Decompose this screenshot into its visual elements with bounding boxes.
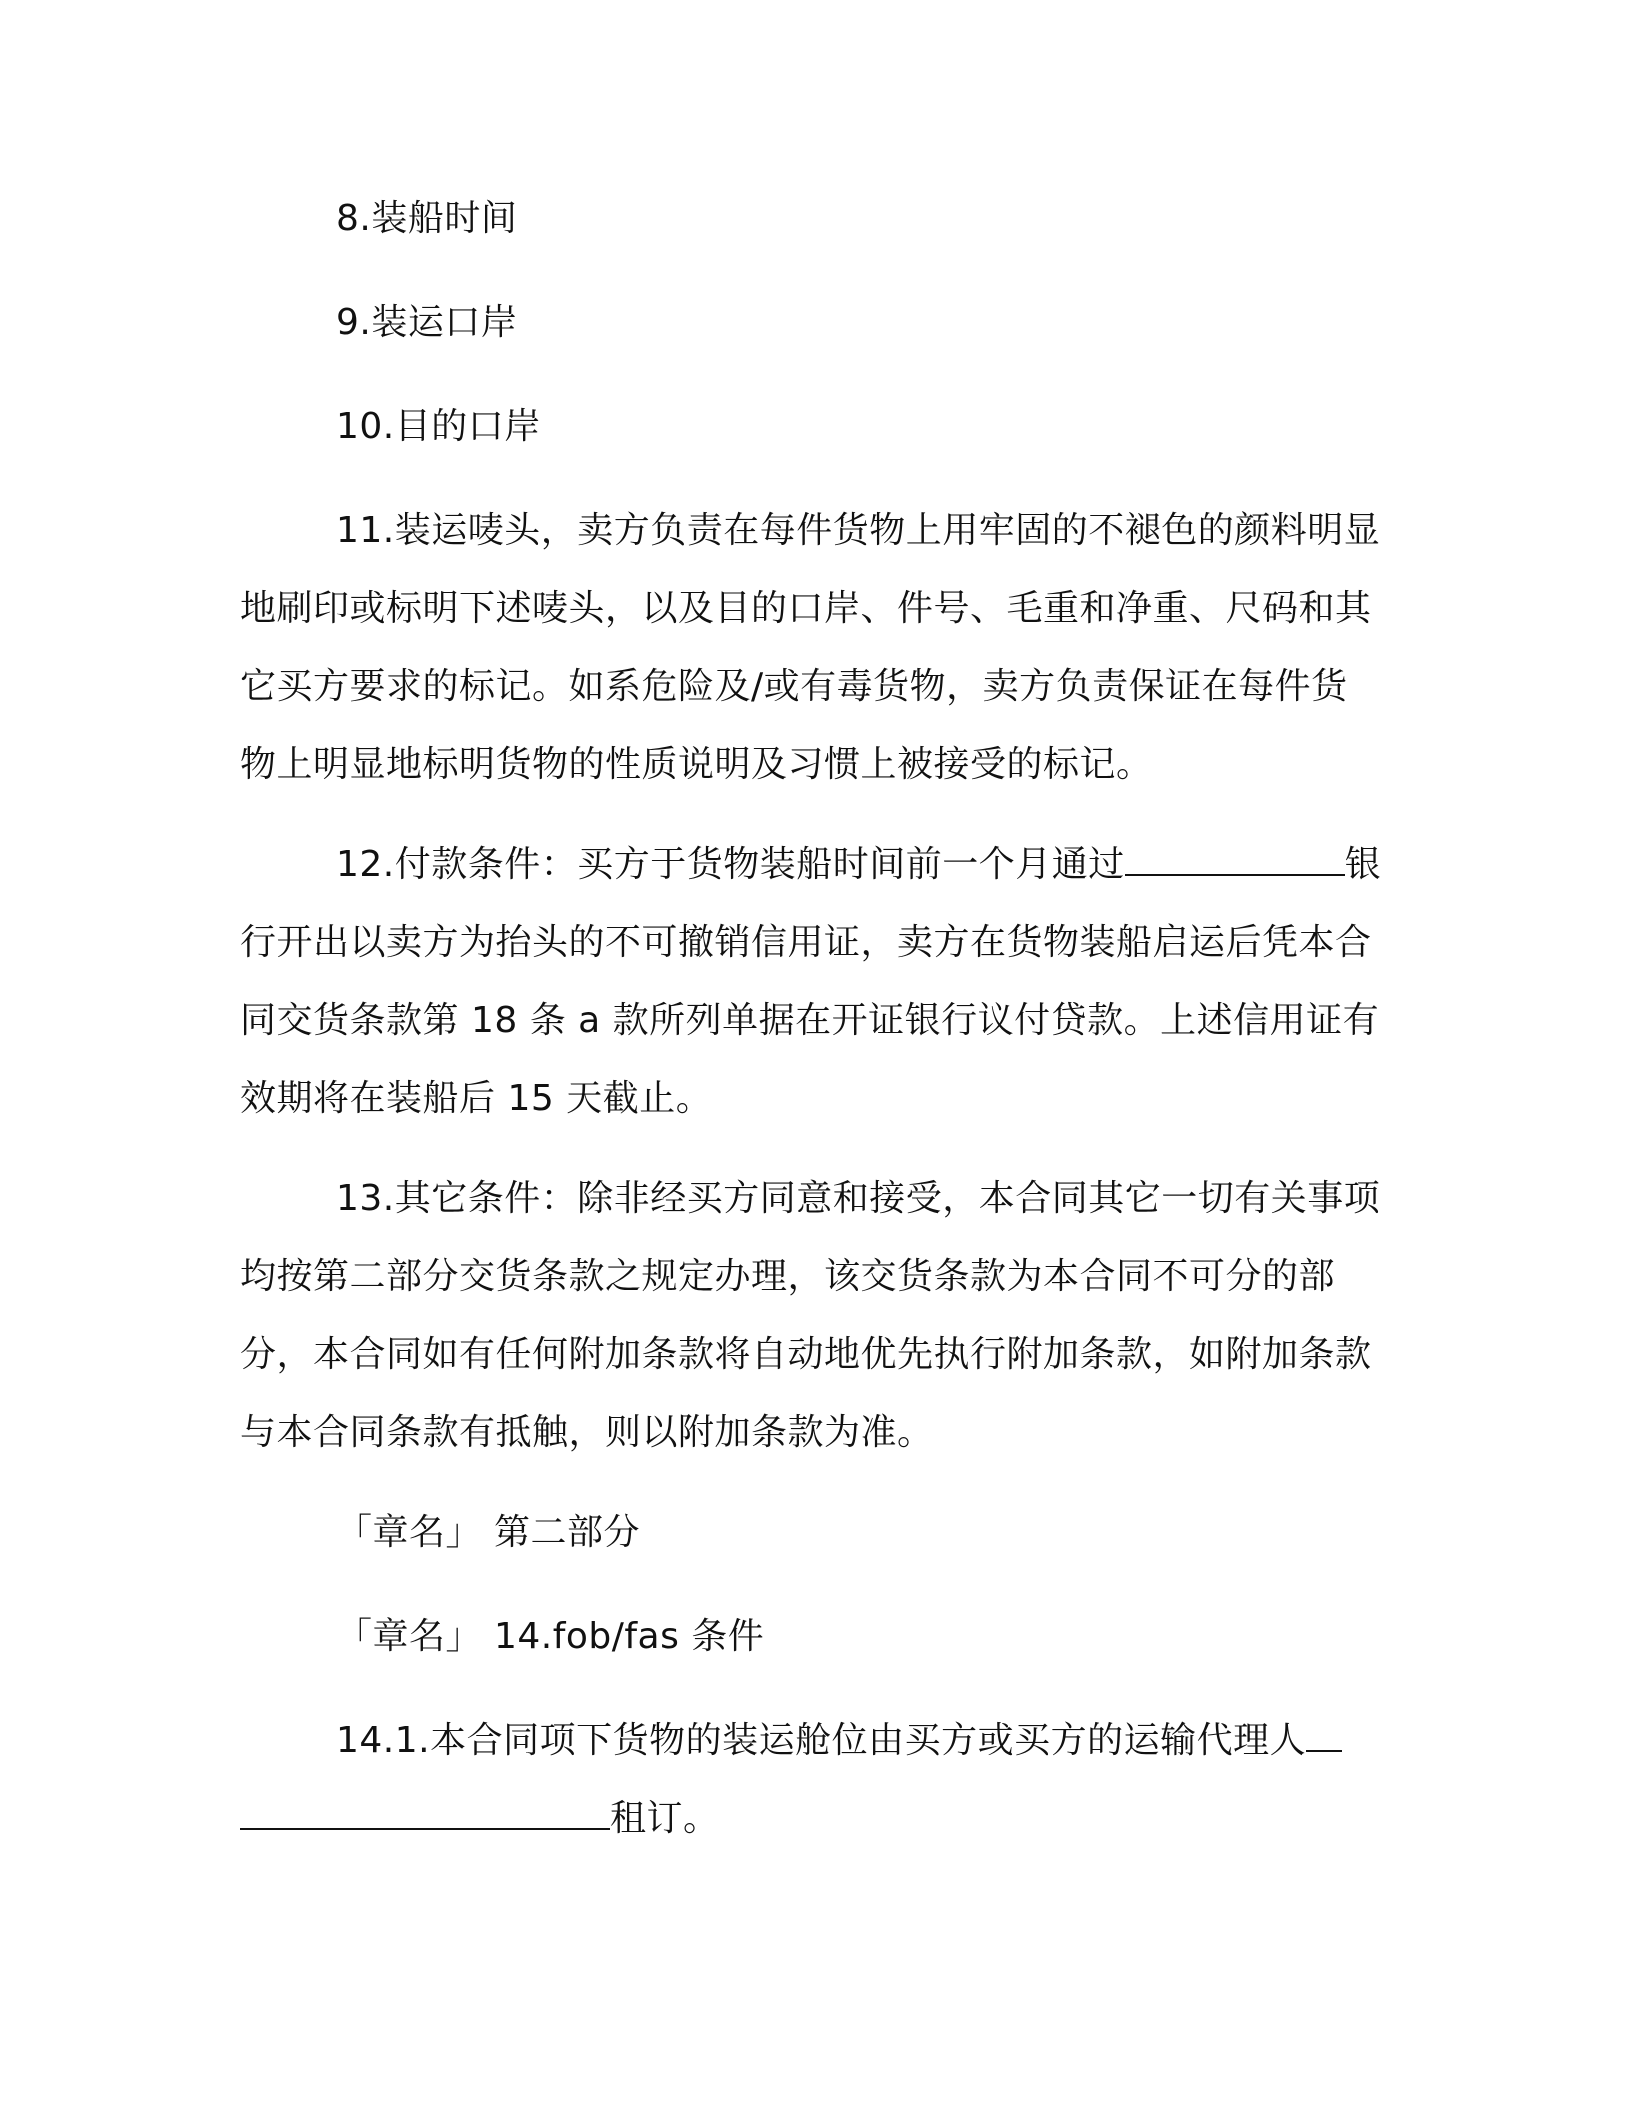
bank-name-blank [1125, 844, 1345, 876]
agent-name-blank [240, 1798, 610, 1830]
clause-10-destination-port: 10.目的口岸 [336, 406, 541, 447]
chapter-heading-fob-fas: 「章名」 14.fob/fas 条件 [336, 1616, 765, 1657]
chapter-heading-part-two: 「章名」 第二部分 [336, 1512, 640, 1553]
clause-11-shipping-marks: 11.装运唛头，卖方负责在每件货物上用牢固的不褪色的颜料明显地刷印或标明下述唛头，以及目的口岸、件号、毛重和净重、尺码和其它买方要求的标记。如系危险及/或有毒货物，卖方负责保证在每件货物上明显地标明货物的性质说明及习惯上被接受的标记。 [240, 510, 1381, 785]
clause-14-1-text-start: 14.1.本合同项下货物的装运舱位由买方或买方的运输代理人 [336, 1720, 1307, 1761]
document-body [240, 180, 1384, 1880]
clause-12-text-start: 12.付款条件：买方于货物装船时间前一个月通过 [336, 844, 1125, 885]
clause-12-payment-terms [240, 826, 1384, 1138]
clause-8-loading-time: 8.装船时间 [336, 198, 518, 239]
clause-12-text-rest: 银行开出以卖方为抬头的不可撤销信用证，卖方在货物装船启运后凭本合同交货条款第 18 条 a 款所列单据在开证银行议付贷款。上述信用证有效期将在装船后 15 天截止。 [240, 844, 1382, 1119]
clause-14-1-shipping-space [240, 1702, 1384, 1858]
clause-14-1-text-rest: 租订。 [610, 1798, 720, 1839]
agent-name-blank-end [1306, 1720, 1342, 1752]
clause-9-loading-port: 9.装运口岸 [336, 302, 518, 343]
clause-13-other-conditions: 13.其它条件：除非经买方同意和接受，本合同其它一切有关事项均按第二部分交货条款之规定办理，该交货条款为本合同不可分的部分，本合同如有任何附加条款将自动地优先执行附加条款，如附加条款与本合同条款有抵触，则以附加条款为准。 [240, 1178, 1381, 1453]
